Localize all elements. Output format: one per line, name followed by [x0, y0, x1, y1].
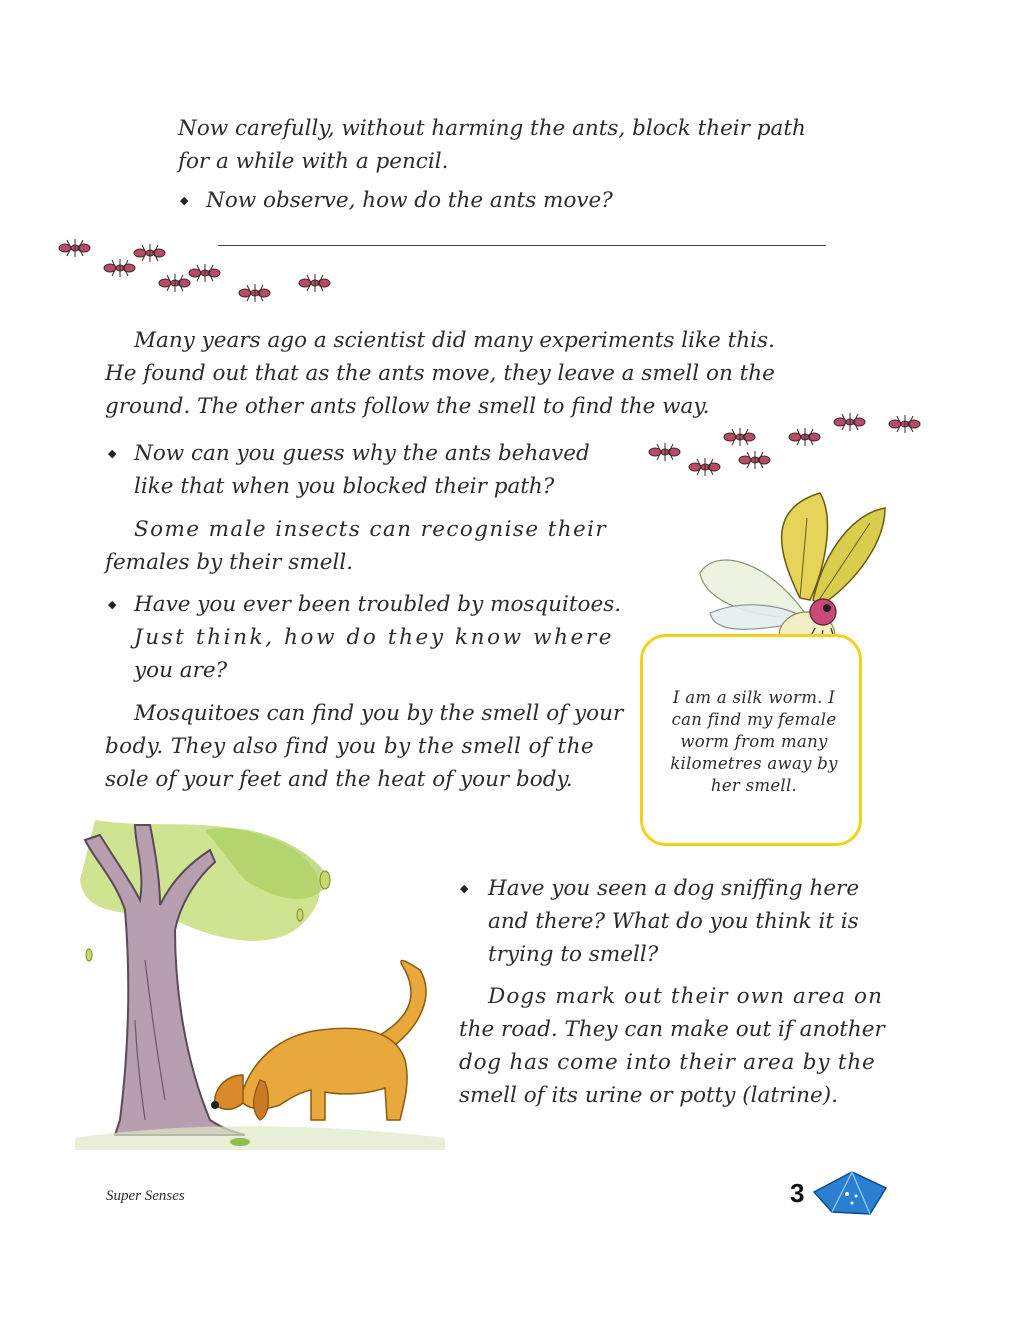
- ant-icon: [59, 239, 90, 257]
- ant-trail-illustration: [55, 228, 355, 308]
- bullet-icon: ◆: [108, 598, 117, 611]
- male-insects-line-1: Some male insects can recognise their: [134, 517, 608, 542]
- ant-icon: [299, 274, 330, 292]
- mosquito-question-line-3: you are?: [134, 658, 228, 683]
- ant-icon: [649, 443, 680, 461]
- ant-icon: [834, 413, 865, 431]
- callout-text: [661, 687, 847, 797]
- dog-answer-line-2: the road. They can make out if another: [459, 1017, 885, 1042]
- mosquito-question-line-1: Have you ever been troubled by mosquitoes.: [134, 592, 622, 617]
- ant-icon: [789, 428, 820, 446]
- scientist-line-2: He found out that as the ants move, they leave a smell on the: [105, 361, 775, 386]
- ant-icon: [104, 259, 135, 277]
- observe-question: Now observe, how do the ants move?: [206, 188, 613, 213]
- tree-dog-illustration: [75, 820, 455, 1150]
- mosquito-answer-line-1: Mosquitoes can find you by the smell of your: [134, 701, 624, 726]
- footer-book-title: Super Senses: [106, 1188, 185, 1204]
- scientist-line-1: Many years ago a scientist did many experiments like this.: [134, 328, 775, 353]
- callout-line-1: I am a silk worm. I: [672, 688, 836, 707]
- dog-question-line-3: trying to smell?: [488, 942, 659, 967]
- ant-icon: [134, 244, 165, 262]
- guess-line-2: like that when you blocked their path?: [134, 474, 555, 499]
- bullet-icon: ◆: [460, 882, 469, 895]
- ant-icon: [889, 415, 920, 433]
- dog-answer-line-4: smell of its urine or potty (latrine).: [459, 1083, 838, 1108]
- dog-answer-line-3: dog has come into their area by the: [459, 1050, 876, 1075]
- ant-icon: [724, 428, 755, 446]
- dog-question-line-1: Have you seen a dog sniffing here: [488, 876, 860, 901]
- page-number: 3: [790, 1178, 805, 1208]
- ant-icon: [189, 264, 220, 282]
- bullet-icon: ◆: [108, 447, 117, 460]
- scientist-line-3: ground. The other ants follow the smell to find the way.: [105, 394, 710, 419]
- mosquito-answer-line-2: body. They also find you by the smell of the: [105, 734, 594, 759]
- callout-line-3: worm from many: [680, 732, 828, 751]
- ant-icon: [159, 274, 190, 292]
- bullet-icon: ◆: [180, 194, 189, 207]
- dog-question-line-2: and there? What do you think it is: [488, 909, 859, 934]
- page-corner-icon: [812, 1170, 892, 1220]
- intro-line-1: Now carefully, without harming the ants, block their path: [178, 116, 806, 141]
- mosquito-answer-line-3: sole of your feet and the heat of your body.: [105, 767, 573, 792]
- dog-answer-line-1: Dogs mark out their own area on: [488, 984, 884, 1009]
- callout-line-2: can find my female: [671, 710, 837, 729]
- ant-icon: [739, 451, 770, 469]
- mosquito-question-line-2: Just think, how do they know where: [134, 625, 615, 650]
- callout-line-4: kilometres away by: [670, 754, 838, 773]
- silkworm-callout: [640, 634, 862, 846]
- intro-line-2: for a while with a pencil.: [178, 149, 449, 174]
- ant-icon: [689, 458, 720, 476]
- ant-icon: [239, 284, 270, 302]
- callout-line-5: her smell.: [710, 776, 798, 795]
- ant-trail-illustration: [645, 402, 935, 482]
- guess-line-1: Now can you guess why the ants behaved: [134, 441, 590, 466]
- male-insects-line-2: females by their smell.: [105, 550, 354, 575]
